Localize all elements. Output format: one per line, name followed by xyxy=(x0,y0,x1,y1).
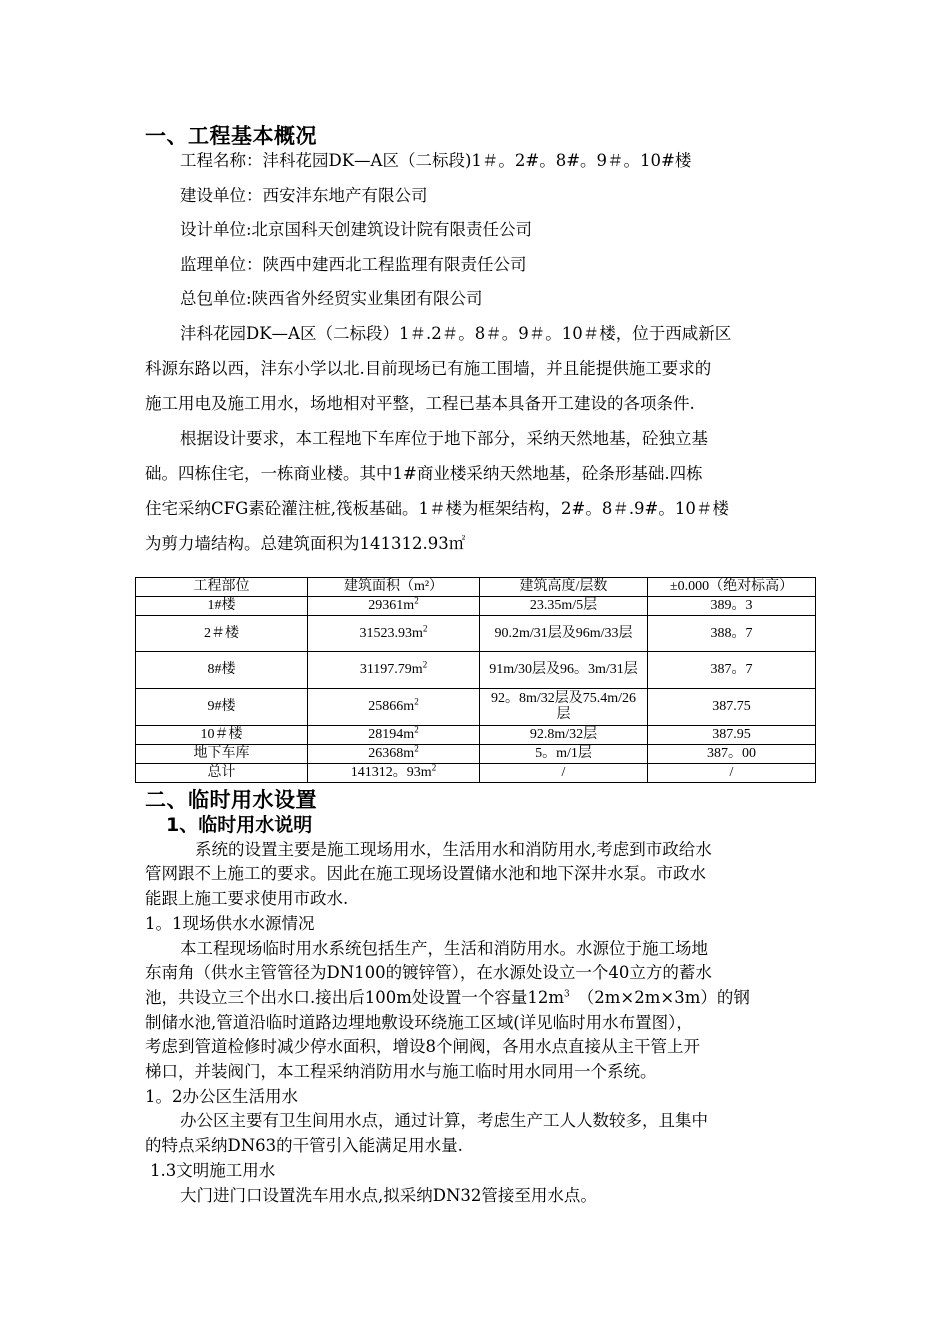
water-source-line xyxy=(145,987,750,1009)
table-row xyxy=(136,616,816,652)
area-value: 26368m xyxy=(368,746,415,761)
contractor-unit: 总包单位:陕西省外经贸实业集团有限公司 xyxy=(180,289,483,308)
table-cell-area xyxy=(308,652,480,689)
area-unit-superscript: 2 xyxy=(414,725,419,735)
table-cell-elevation: 387。00 xyxy=(648,745,816,764)
heading-1-2: 1。2办公区生活用水 xyxy=(145,1087,298,1106)
table-cell-height: 90.2m/31层及96m/33层 xyxy=(480,616,648,652)
water-source-line: 梯口，并装阀门，本工程采纳消防用水与施工临时用水同用一个系统。 xyxy=(145,1062,657,1081)
office-water-line: 办公区主要有卫生间用水点，通过计算，考虑生产工人人数较多，且集中 xyxy=(180,1111,708,1130)
table-header-cell: 建筑面积（m²） xyxy=(308,578,480,597)
table-cell-height: 23.35m/5层 xyxy=(480,597,648,616)
table-cell-elevation: / xyxy=(648,764,816,783)
table-cell-part: 地下车库 xyxy=(136,745,308,764)
area-unit-superscript: 2 xyxy=(414,596,419,606)
overview-paragraph-line: 沣科花园DK—A区（二标段）1＃.2＃。8＃。9＃。10＃楼，位于西咸新区 xyxy=(180,324,732,343)
area-value: 31523.93m xyxy=(359,625,423,641)
table-header-cell: ±0.000（绝对标高） xyxy=(648,578,816,597)
water-source-line: 考虑到管道检修时减少停水面积，增设8个闸阀，各用水点直接从主干管上开 xyxy=(145,1037,700,1056)
table-cell-part: 10＃楼 xyxy=(136,726,308,745)
heading-1-1: 1。1现场供水水源情况 xyxy=(145,914,315,933)
area-unit-superscript: 2 xyxy=(422,622,428,633)
table-cell-area xyxy=(308,764,480,783)
design-paragraph-line: 础。四栋住宅，一栋商业楼。其中1#商业楼采纳天然地基，砼条形基础.四栋 xyxy=(145,464,703,483)
table-cell-area xyxy=(308,745,480,764)
civilized-water-line: 大门进门口设置洗车用水点,拟采纳DN32管接至用水点。 xyxy=(180,1186,597,1205)
volume-superscript: 3 xyxy=(564,989,570,1000)
water-paragraph-line: 系统的设置主要是施工现场用水，生活用水和消防用水,考虑到市政给水 xyxy=(195,840,712,859)
water-source-line: 东南角（供水主管管径为DN100的镀锌管），在水源处设立一个40立方的蓄水 xyxy=(145,963,712,982)
table-cell-part: 2＃楼 xyxy=(136,616,308,652)
table-cell-elevation: 388。7 xyxy=(648,616,816,652)
table-cell-part: 8#楼 xyxy=(136,652,308,689)
area-value: 31197.79m xyxy=(359,662,423,677)
table-cell-height: 5。m/1层 xyxy=(480,745,648,764)
table-cell-part: 1#楼 xyxy=(136,597,308,616)
overview-paragraph-line: 施工用电及施工用水，场地相对平整，工程已基本具备开工建设的各项条件. xyxy=(145,394,695,413)
table-row xyxy=(136,745,816,764)
area-unit-superscript: 2 xyxy=(431,763,437,773)
table-cell-height: 91m/30层及96。3m/31层 xyxy=(480,652,648,689)
table-cell-elevation: 387。7 xyxy=(648,652,816,689)
area-unit-superscript: 2 xyxy=(414,696,419,707)
table-row xyxy=(136,726,816,745)
design-paragraph-line: 为剪力墙结构。总建筑面积为141312.93㎡ xyxy=(145,534,466,553)
office-water-line: 的特点采纳DN63的干管引入能满足用水量. xyxy=(145,1136,463,1155)
table-cell-part: 总计 xyxy=(136,764,308,783)
supervision-unit: 监理单位：陕西中建西北工程监理有限责任公司 xyxy=(180,255,527,274)
area-value: 25866m xyxy=(368,699,415,714)
area-value: 141312。93m xyxy=(350,765,432,780)
design-paragraph-line: 住宅采纳CFG素砼灌注桩,筏板基础。1＃楼为框架结构，2#。8＃.9#。10＃楼 xyxy=(145,499,729,518)
design-paragraph-line: 根据设计要求，本工程地下车库位于地下部分，采纳天然地基，砼独立基 xyxy=(180,429,708,448)
table-cell-area xyxy=(308,726,480,745)
design-unit: 设计单位:北京国科天创建筑设计院有限责任公司 xyxy=(180,220,533,239)
table-cell-height: 92。8m/32层及75.4m/26层 xyxy=(480,689,648,726)
area-unit-superscript: 2 xyxy=(422,659,428,670)
table-cell-height: 92.8m/32层 xyxy=(480,726,648,745)
water-source-text: 池，共设立三个出水口.接出后100m处设置一个容量12m xyxy=(145,988,565,1007)
table-row xyxy=(136,597,816,616)
overview-paragraph-line: 科源东路以西，沣东小学以北.目前现场已有施工围墙，并且能提供施工要求的 xyxy=(145,359,712,378)
water-source-line: 制储水池,管道沿临时道路边埋地敷设环绕施工区域(详见临时用水布置图）， xyxy=(145,1013,693,1032)
building-info-table xyxy=(135,577,816,783)
section-1-title: 一、工程基本概况 xyxy=(145,124,317,148)
table-header-cell: 工程部位 xyxy=(136,578,308,597)
area-value: 29361m xyxy=(368,598,415,613)
water-paragraph-line: 能跟上施工要求使用市政水. xyxy=(145,889,349,908)
table-cell-area xyxy=(308,597,480,616)
water-paragraph-line: 管网跟不上施工的要求。因此在施工现场设置储水池和地下深井水泵。市政水 xyxy=(145,864,706,883)
section-2-title: 二、临时用水设置 xyxy=(145,788,317,812)
table-cell-elevation: 387.95 xyxy=(648,726,816,745)
table-cell-elevation: 389。3 xyxy=(648,597,816,616)
heading-1-3: 1.3文明施工用水 xyxy=(150,1161,276,1180)
water-source-line: 本工程现场临时用水系统包括生产，生活和消防用水。水源位于施工场地 xyxy=(180,939,708,958)
project-name: 工程名称：沣科花园DK—A区（二标段)1＃。2#。8#。9＃。10#楼 xyxy=(180,151,692,170)
area-unit-superscript: 2 xyxy=(414,744,419,754)
table-cell-part: 9#楼 xyxy=(136,689,308,726)
table-cell-area xyxy=(308,689,480,726)
subsection-1-title: 1、临时用水说明 xyxy=(166,814,313,836)
table-cell-elevation: 387.75 xyxy=(648,689,816,726)
table-row xyxy=(136,689,816,726)
table-row xyxy=(136,764,816,783)
table-row xyxy=(136,652,816,689)
table-cell-height: / xyxy=(480,764,648,783)
area-value: 28194m xyxy=(368,727,415,742)
table-header-row xyxy=(136,578,816,597)
table-cell-area xyxy=(308,616,480,652)
water-source-text: （2m×2m×3m）的钢 xyxy=(577,988,750,1007)
table-header-cell: 建筑高度/层数 xyxy=(480,578,648,597)
builder-unit: 建设单位：西安沣东地产有限公司 xyxy=(180,186,428,205)
